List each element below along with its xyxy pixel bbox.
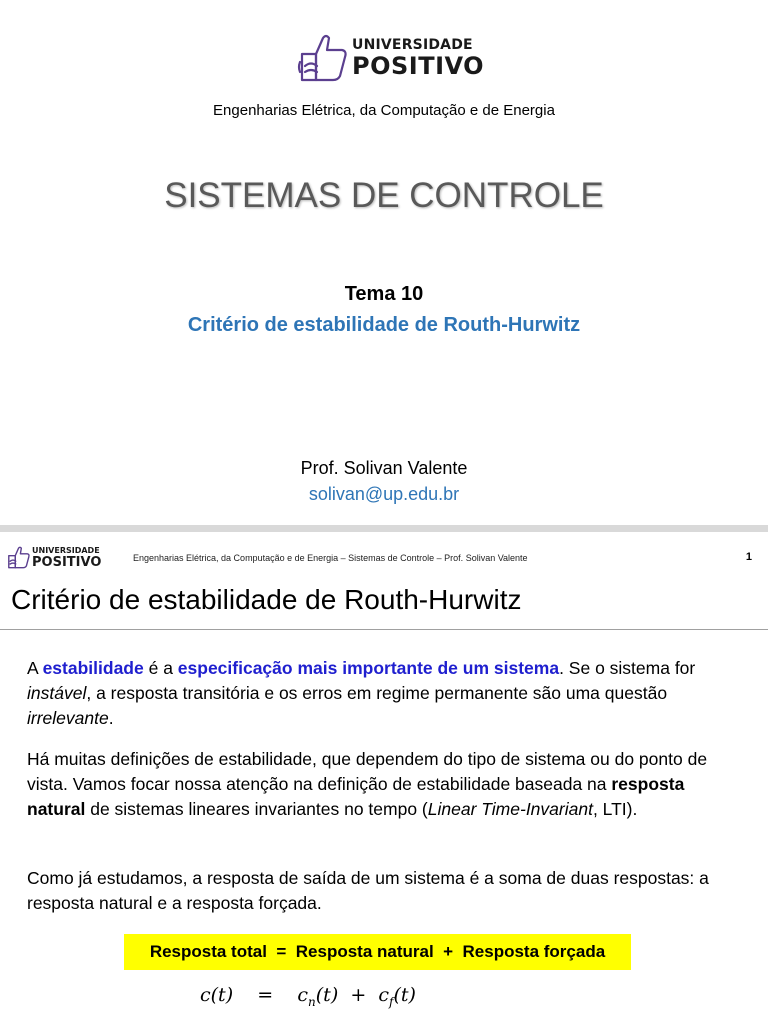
formula-lhs: c(t) [200, 984, 234, 1006]
professor-name: Prof. Solivan Valente [300, 458, 468, 478]
text-span: , LTI). [592, 799, 638, 819]
formula-cf: c [378, 984, 389, 1006]
text-span: é a [143, 658, 178, 678]
professor-email[interactable]: solivan@up.edu.br [308, 484, 460, 504]
course-title: SISTEMAS DE CONTROLE [164, 176, 604, 215]
formula-plus: + [350, 984, 367, 1006]
bold-natural-response: resposta natural [27, 774, 685, 819]
paragraph-definitions [27, 747, 747, 822]
text-span: de sistemas lineares invariantes no tempo ( [85, 799, 428, 819]
slide-title: Critério de estabilidade de Routh-Hurwitz [11, 584, 522, 615]
text-span: . Se o sistema for [559, 658, 696, 678]
total-response-callout: Resposta total = Resposta natural + Resposta forçada [124, 934, 631, 970]
text-span: , a resposta transitória e os erros em regime permanente são uma questão [86, 683, 668, 703]
formula-equals: = [257, 984, 274, 1006]
slide-separator [0, 525, 768, 532]
text-span: . [108, 708, 114, 728]
thumbs-up-icon [296, 32, 352, 84]
logo-line2: POSITIVO [352, 52, 485, 80]
formula-cn-arg: (t) [315, 984, 339, 1006]
italic-unstable: instável [27, 683, 87, 703]
highlight-stability: estabilidade [42, 658, 144, 678]
logo-line1: UNIVERSIDADE [32, 545, 100, 555]
thumbs-up-icon [6, 545, 32, 570]
formula-cf-arg: (t) [393, 984, 416, 1006]
text-span: Há muitas definições de estabilidade, que dependem do tipo de sistema ou do ponto de vista. Vamos focar nossa atenção na definição de estabilidade baseada na [27, 749, 708, 794]
logo-line2: POSITIVO [32, 554, 102, 570]
paragraph-stability [27, 656, 747, 731]
university-logo [296, 32, 484, 84]
text-span: A [27, 658, 43, 678]
formula-cf-sub: f [389, 994, 394, 1009]
italic-lti: Linear Time-Invariant [427, 799, 593, 819]
response-formula [200, 984, 416, 1009]
header-info: Engenharias Elétrica, da Computação e de Energia – Sistemas de Controle – Prof. Solivan Valente [133, 553, 528, 563]
italic-irrelevant: irrelevante [27, 708, 109, 728]
page-number: 1 [745, 551, 752, 563]
highlight-specification: especificação mais importante de um sistema [177, 658, 560, 678]
slide-subtitle: Critério de estabilidade de Routh-Hurwitz [187, 314, 581, 336]
content-slide [0, 532, 768, 1024]
formula-cn-sub: n [308, 994, 316, 1009]
header-logo [6, 545, 101, 570]
title-rule [0, 629, 768, 630]
paragraph-total-response: Como já estudamos, a resposta de saída de um sistema é a soma de duas respostas: a resposta natural e a resposta forçada. [27, 868, 709, 913]
logo-line1: UNIVERSIDADE [352, 37, 473, 53]
formula-cn: c [297, 984, 309, 1006]
department-name: Engenharias Elétrica, da Computação e de Energia [213, 102, 555, 119]
theme-number: Tema 10 [344, 283, 424, 305]
